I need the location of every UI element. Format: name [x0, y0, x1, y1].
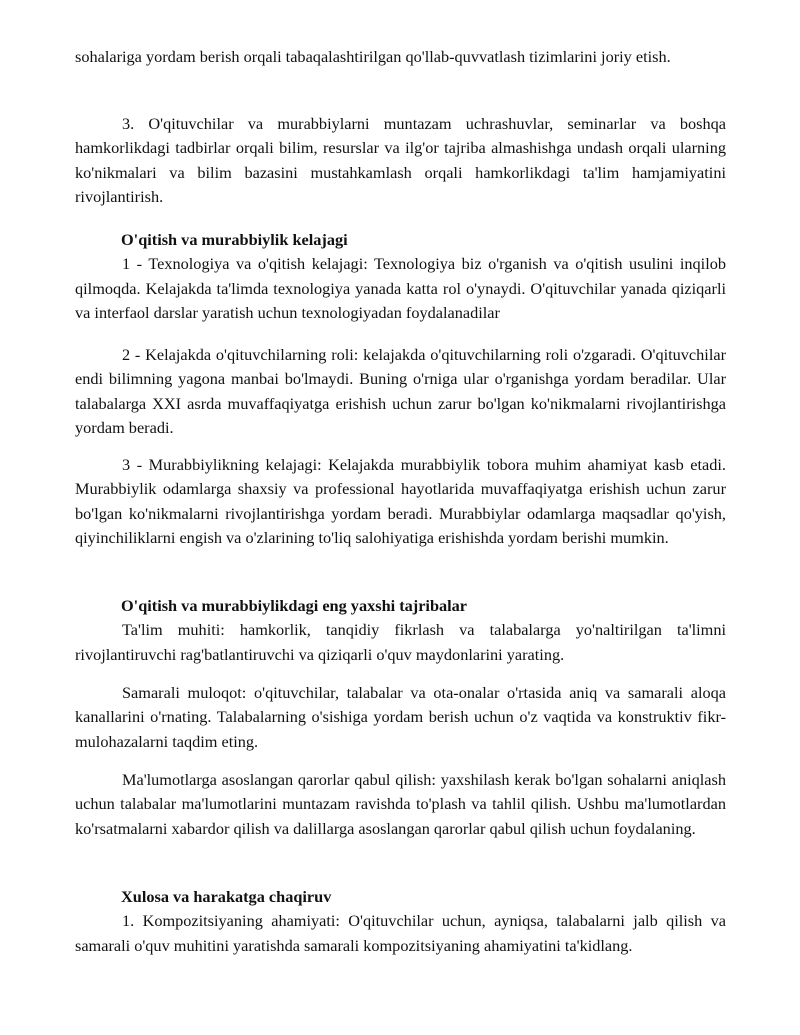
section-heading: Xulosa va harakatga chaqiruv	[121, 887, 332, 906]
paragraph-text: 1 - Texnologiya va o'qitish kelajagi: Texnologiya biz o'rganish va o'qitish usulini inqilob qilmoqda. Kelajakda ta'limda texnologiya yanada katta rol o'ynaydi. O'qituvchilar yanada qiziqarli va interfaol darslar yaratish uchun texnologiyadan foydalanadilar	[75, 254, 726, 322]
paragraph-text: Samarali muloqot: o'qituvchilar, talabalar va ota-onalar o'rtasida aniq va samarali aloqa kanallarini o'rnating. Talabalarning o'sishiga yordam berish uchun o'z vaqtida va konstruktiv fikr-mulohazalarni taqdim eting.	[75, 683, 726, 751]
section-best-practices	[75, 594, 726, 667]
paragraph-data-decisions	[75, 768, 726, 841]
paragraph-text: sohalariga yordam berish orqali tabaqalashtirilgan qo'llab-quvvatlash tizimlarini joriy etish.	[75, 47, 671, 66]
paragraph-teacher-role	[75, 343, 726, 440]
paragraph-communication	[75, 681, 726, 754]
section-future	[75, 228, 726, 325]
paragraph-collaboration	[75, 112, 726, 209]
paragraph-mentoring-future	[75, 453, 726, 550]
section-heading: O'qitish va murabbiylikdagi eng yaxshi tajribalar	[121, 596, 468, 615]
paragraph-text: 3. O'qituvchilar va murabbiylarni muntazam uchrashuvlar, seminarlar va boshqa hamkorlikdagi tadbirlar orqali bilim, resurslar va ilg'or tajriba almashishga undash orqali ularning ko'nikmalari va bilim bazasini mustahkamlash orqali hamkorlikdagi ta'lim hamjamiyatini rivojlantirish.	[75, 114, 726, 206]
paragraph-text: 1. Kompozitsiyaning ahamiyati: O'qituvchilar uchun, ayniqsa, talabalarni jalb qilish va samarali o'quv muhitini yaratishda samarali kompozitsiyaning ahamiyatini ta'kidlang.	[75, 911, 726, 955]
paragraph-text: Ta'lim muhiti: hamkorlik, tanqidiy fikrlash va talabalarga yo'naltirilgan ta'limni rivojlantiruvchi rag'batlantiruvchi va qiziqarli o'quv maydonlarini yarating.	[75, 620, 726, 664]
paragraph-text: 3 - Murabbiylikning kelajagi: Kelajakda murabbiylik tobora muhim ahamiyat kasb etadi. Murabbiylik odamlarga shaxsiy va professional hayotlarida muvaffaqiyatga erishish uchun zarur bo'lgan ko'nikmalarni rivojlantirishga yordam beradi. Murabbiylar odamlarga maqsadlar qo'yish, qiyinchiliklarni engish va o'zlarining to'liq salohiyatiga erishishda yordam berishi mumkin.	[75, 455, 726, 547]
section-heading: O'qitish va murabbiylik kelajagi	[121, 230, 348, 249]
section-conclusion	[75, 885, 726, 958]
paragraph-intro	[75, 45, 726, 69]
paragraph-text: Ma'lumotlarga asoslangan qarorlar qabul qilish: yaxshilash kerak bo'lgan sohalarni aniqlash uchun talabalar ma'lumotlarini muntazam ravishda to'plash va tahlil qilish. Ushbu ma'lumotlardan ko'rsatmalarni xabardor qilish va dalillarga asoslangan qarorlar qabul qilish uchun foydalaning.	[75, 770, 726, 838]
paragraph-text: 2 - Kelajakda o'qituvchilarning roli: kelajakda o'qituvchilarning roli o'zgaradi. O'qituvchilar endi bilimning yagona manbai bo'lmaydi. Buning o'rniga ular o'rganishga yordam beradilar. Ular talabalarga XXI asrda muvaffaqiyatga erishish uchun zarur bo'lgan ko'nikmalarni rivojlantirishga yordam beradi.	[75, 345, 726, 437]
